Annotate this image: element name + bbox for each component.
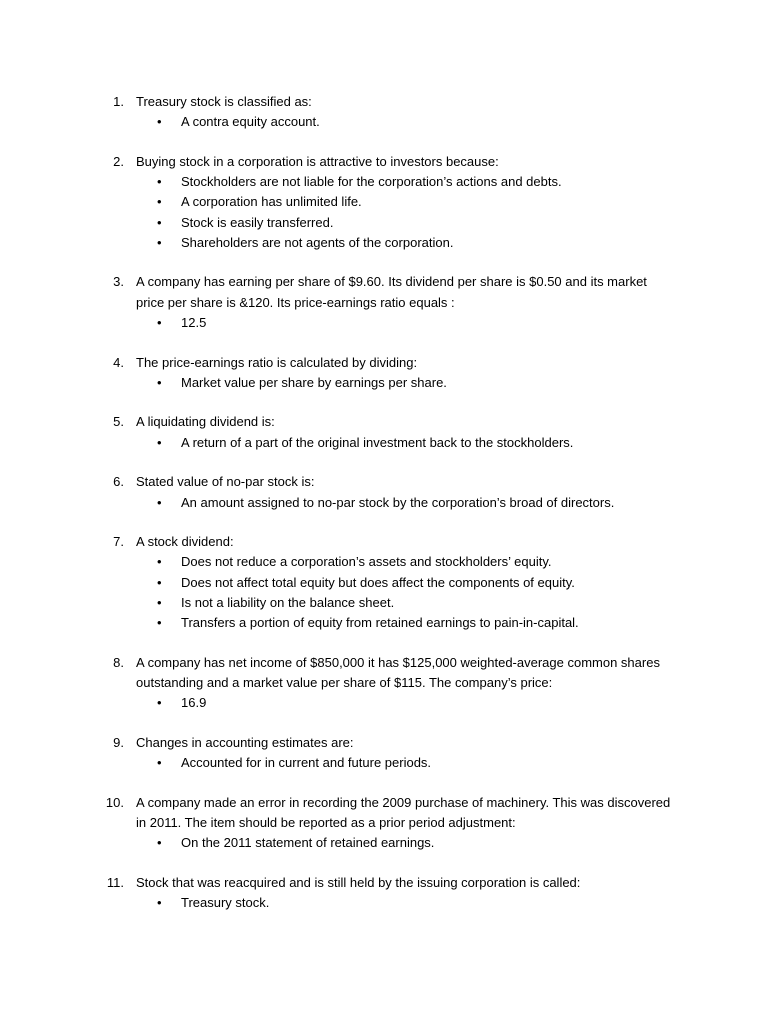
question-text: Treasury stock is classified as: [136, 94, 312, 109]
answer-item [0, 192, 768, 212]
bullet-icon: • [157, 554, 162, 570]
answer-text: On the 2011 statement of retained earnings. [181, 835, 435, 851]
question-text: A stock dividend: [136, 534, 234, 550]
answer-text: Shareholders are not agents of the corporation. [181, 234, 454, 250]
answer-list [0, 433, 768, 453]
bullet-icon: • [157, 374, 162, 390]
answer-list [0, 313, 768, 333]
bullet-icon: • [157, 114, 162, 130]
question-row [0, 472, 768, 492]
answer-item [0, 112, 768, 132]
question-text: Stated value of no-par stock is: [136, 474, 315, 490]
question-text: Buying stock in a corporation is attractive to investors because: [136, 153, 499, 169]
question-number: 1. [113, 94, 124, 109]
question-number: 5. [113, 414, 124, 430]
bullet-icon: • [157, 835, 162, 851]
question-number: 3. [113, 274, 124, 290]
bullet-icon: • [157, 594, 162, 610]
answer-text: A contra equity account. [181, 114, 320, 130]
question-text: A liquidating dividend is: [136, 414, 275, 430]
question-text: A company has net income of $850,000 it has $125,000 weighted-average common shares outstanding and a market value per share of $115. The company’s price: [136, 654, 660, 690]
question-text: Stock that was reacquired and is still held by the issuing corporation is called: [136, 874, 581, 890]
answer-item [0, 172, 768, 192]
answer-item [0, 433, 768, 453]
answer-list [0, 833, 768, 853]
question-row [0, 532, 768, 552]
answer-list [0, 893, 768, 913]
question-number: 11. [106, 874, 124, 890]
question-item [0, 353, 768, 393]
answer-list [0, 552, 768, 633]
answer-item [0, 833, 768, 853]
question-number: 7. [113, 534, 124, 550]
question-list [0, 92, 768, 933]
bullet-icon: • [157, 434, 162, 450]
question-row [0, 152, 768, 172]
question-text: A company made an error in recording the 2009 purchase of machinery. This was discovered in 2011. The item should be reported as a prior period adjustment: [136, 794, 671, 830]
question-item [0, 412, 768, 452]
answer-item [0, 573, 768, 593]
bullet-icon: • [157, 234, 162, 250]
question-text: A company has earning per share of $9.60. Its dividend per share is $0.50 and its market price per share is &120. Its price-earnings ratio equals : [136, 274, 647, 310]
question-item [0, 272, 768, 333]
question-row [0, 272, 768, 312]
answer-list [0, 493, 768, 513]
question-item [0, 793, 768, 854]
bullet-icon: • [157, 174, 162, 190]
answer-text: Stock is easily transferred. [181, 214, 334, 230]
question-row [0, 92, 768, 112]
answer-item [0, 493, 768, 513]
bullet-icon: • [157, 615, 162, 631]
question-text: Changes in accounting estimates are: [136, 734, 354, 750]
question-row [0, 733, 768, 753]
answer-text: 12.5 [181, 314, 207, 330]
question-number: 8. [113, 654, 124, 670]
bullet-icon: • [157, 574, 162, 590]
answer-item [0, 313, 768, 333]
answer-item [0, 213, 768, 233]
answer-item [0, 373, 768, 393]
question-item [0, 472, 768, 512]
answer-text: Stockholders are not liable for the corporation’s actions and debts. [181, 174, 562, 190]
question-item [0, 653, 768, 714]
bullet-icon: • [157, 695, 162, 711]
answer-item [0, 552, 768, 572]
question-number: 6. [113, 474, 124, 490]
question-item [0, 733, 768, 773]
bullet-icon: • [157, 194, 162, 210]
bullet-icon: • [157, 755, 162, 771]
question-item [0, 532, 768, 633]
question-row [0, 793, 768, 833]
question-row [0, 412, 768, 432]
answer-text: Treasury stock. [181, 895, 270, 911]
answer-item [0, 233, 768, 253]
bullet-icon: • [157, 314, 162, 330]
answer-list [0, 753, 768, 773]
answer-text: Is not a liability on the balance sheet. [181, 594, 395, 610]
answer-list [0, 112, 768, 132]
answer-list [0, 172, 768, 253]
question-item [0, 873, 768, 913]
question-row [0, 873, 768, 893]
question-row [0, 653, 768, 693]
answer-text: A corporation has unlimited life. [181, 194, 362, 210]
answer-item [0, 613, 768, 633]
answer-text: Transfers a portion of equity from retained earnings to pain-in-capital. [181, 615, 579, 631]
question-number: 2. [113, 153, 124, 169]
answer-text: 16.9 [181, 695, 207, 711]
answer-text: Does not reduce a corporation’s assets and stockholders’ equity. [181, 554, 552, 570]
question-item [0, 92, 768, 132]
bullet-icon: • [157, 895, 162, 911]
answer-item [0, 753, 768, 773]
answer-text: An amount assigned to no-par stock by the corporation’s broad of directors. [181, 494, 615, 510]
question-item [0, 152, 768, 253]
answer-text: Accounted for in current and future periods. [181, 755, 432, 771]
question-number: 9. [113, 734, 124, 750]
question-number: 4. [113, 354, 124, 370]
question-number: 10. [105, 794, 124, 810]
answer-item [0, 693, 768, 713]
answer-item [0, 593, 768, 613]
answer-text: Does not affect total equity but does affect the components of equity. [181, 574, 575, 590]
answer-list [0, 693, 768, 713]
bullet-icon: • [157, 494, 162, 510]
answer-list [0, 373, 768, 393]
answer-item [0, 893, 768, 913]
question-text: The price-earnings ratio is calculated by dividing: [136, 354, 418, 370]
bullet-icon: • [157, 214, 162, 230]
answer-text: Market value per share by earnings per share. [181, 374, 447, 390]
answer-text: A return of a part of the original investment back to the stockholders. [181, 434, 574, 450]
question-row [0, 353, 768, 373]
